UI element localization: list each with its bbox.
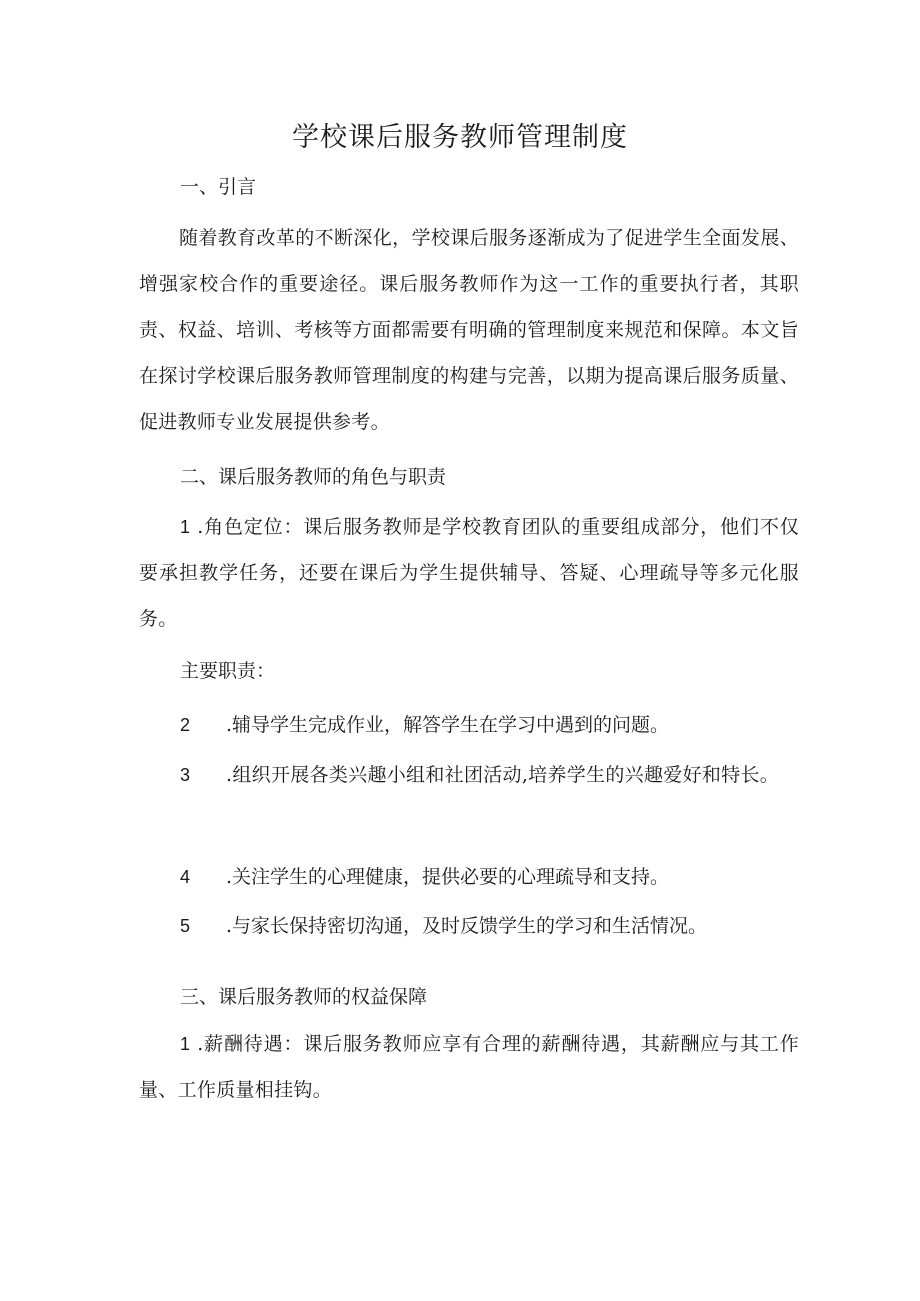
section-heading-rights: 三、课后服务教师的权益保障 <box>180 986 428 1008</box>
role-number: 1 <box>180 517 191 537</box>
document-title: 学校课后服务教师管理制度 <box>292 122 628 153</box>
duty-number: 4 <box>180 867 191 887</box>
section-heading-intro: 一、引言 <box>180 176 257 198</box>
duty-item <box>180 862 669 892</box>
duty-number: 5 <box>180 916 191 936</box>
duty-number: 2 <box>180 715 191 735</box>
role-text: .角色定位：课后服务教师是学校教育团队的重要组成部分，他们不仅要承担教学任务，还要在课后为学生提供辅导、答疑、心理疏导等多元化服务。 <box>139 516 799 630</box>
duty-item <box>180 710 669 740</box>
duty-item <box>180 911 707 941</box>
salary-text: .薪酬待遇：课后服务教师应享有合理的薪酬待遇，其薪酬应与其工作量、工作质量相挂钩。 <box>139 1033 799 1101</box>
section-heading-roles: 二、课后服务教师的角色与职责 <box>180 466 447 488</box>
duty-text: .关注学生的心理健康，提供必要的心理疏导和支持。 <box>226 866 670 888</box>
duties-label: 主要职责： <box>180 660 276 682</box>
role-definition <box>139 504 799 642</box>
salary-number: 1 <box>180 1034 191 1054</box>
duty-item <box>139 752 799 798</box>
duty-text: .辅导学生完成作业，解答学生在学习中遇到的问题。 <box>226 714 670 736</box>
salary-item <box>139 1021 799 1113</box>
duty-number: 3 <box>180 765 191 785</box>
duty-text: .组织开展各类兴趣小组和社团活动,培养学生的兴趣爱好和特长。 <box>226 764 780 786</box>
intro-paragraph: 随着教育改革的不断深化，学校课后服务逐渐成为了促进学生全面发展、增强家校合作的重要途径。课后服务教师作为这一工作的重要执行者，其职责、权益、培训、考核等方面都需要有明确的管理制度来规范和保障。本文旨在探讨学校课后服务教师管理制度的构建与完善，以期为提高课后服务质量、促进教师专业发展提供参考。 <box>139 227 799 433</box>
duty-text: .与家长保持密切沟通，及时反馈学生的学习和生活情况。 <box>226 915 708 937</box>
